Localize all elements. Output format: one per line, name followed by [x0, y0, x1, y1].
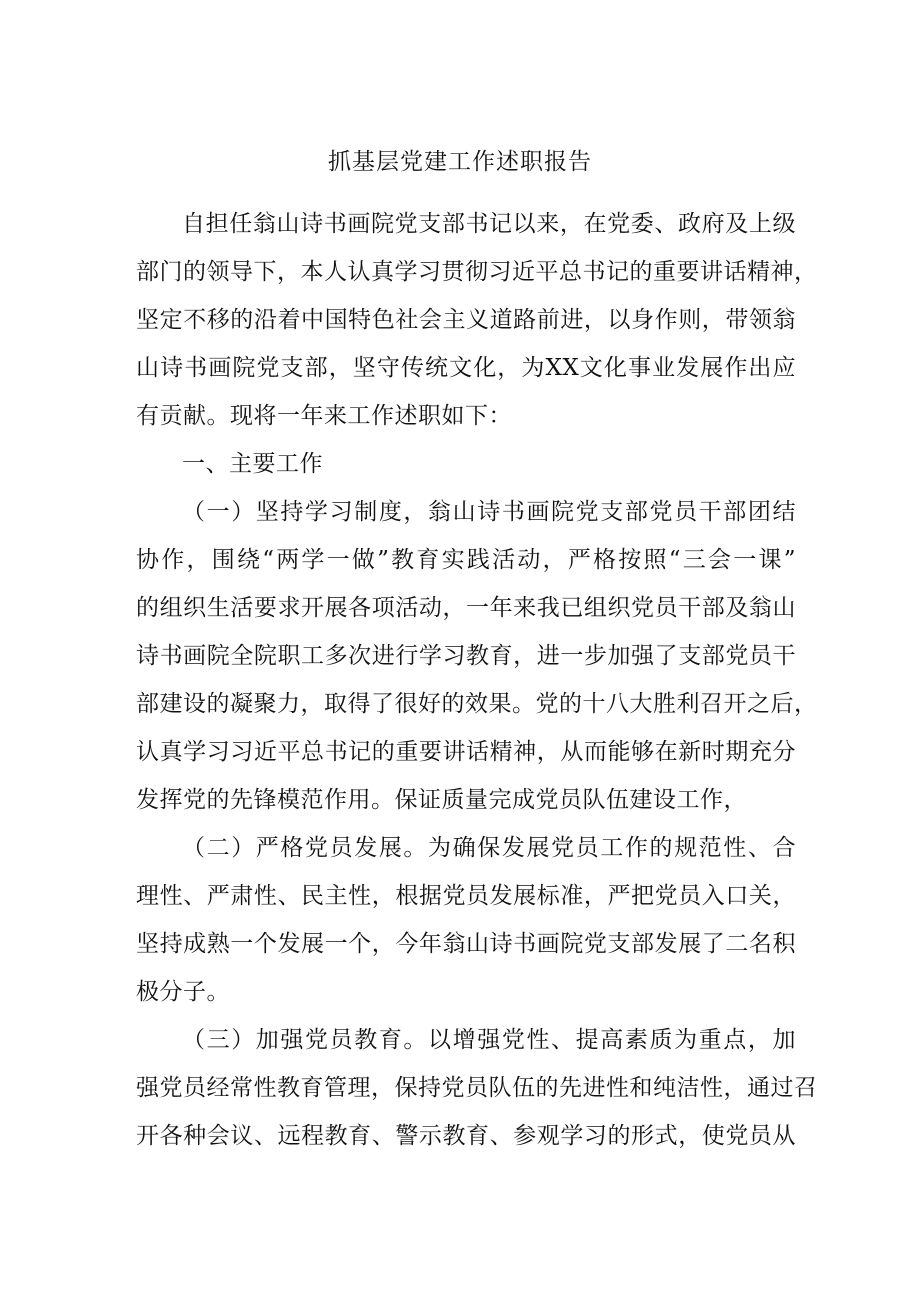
paragraph-line: （二）严格党员发展。为确保发展党员工作的规范性、合 — [182, 835, 796, 861]
paragraph-line: 协作，围绕“两学一做”教育实践活动，严格按照“三会一课” — [136, 547, 796, 573]
section-heading: 一、主要工作 — [182, 451, 323, 477]
paragraph-line: 强党员经常性教育管理，保持党员队伍的先进性和纯洁性，通过召 — [136, 1075, 818, 1101]
paragraph-line: 的组织生活要求开展各项活动，一年来我已组织党员干部及翁山 — [136, 595, 796, 621]
paragraph-line: 有贡献。现将一年来工作述职如下： — [136, 403, 512, 429]
paragraph-line: 自担任翁山诗书画院党支部书记以来，在党委、政府及上级 — [182, 211, 796, 237]
paragraph-line: 理性、严肃性、民主性，根据党员发展标准，严把党员入口关， — [136, 883, 796, 909]
paragraph-line: 开各种会议、远程教育、警示教育、参观学习的形式，使党员从 — [136, 1123, 796, 1149]
document-title: 抓基层党建工作述职报告 — [328, 149, 592, 175]
paragraph-line: 部建设的凝聚力，取得了很好的效果。党的十八大胜利召开之后， — [136, 691, 818, 717]
paragraph-line: 发挥党的先锋模范作用。保证质量完成党员队伍建设工作， — [136, 787, 747, 813]
paragraph-line: 坚持成熟一个发展一个，今年翁山诗书画院党支部发展了二名积 — [136, 931, 796, 957]
paragraph-line: 极分子。 — [136, 979, 230, 1005]
paragraph-line: 山诗书画院党支部，坚守传统文化，为XX文化事业发展作出应 — [136, 355, 796, 381]
paragraph-line: 诗书画院全院职工多次进行学习教育，进一步加强了支部党员干 — [136, 643, 796, 669]
paragraph-line: （三）加强党员教育。以增强党性、提高素质为重点，加 — [182, 1027, 796, 1053]
paragraph-line: 认真学习习近平总书记的重要讲话精神，从而能够在新时期充分 — [136, 739, 796, 765]
paragraph-line: 坚定不移的沿着中国特色社会主义道路前进，以身作则，带领翁 — [136, 307, 796, 333]
paragraph-line: 部门的领导下，本人认真学习贯彻习近平总书记的重要讲话精神， — [136, 259, 818, 285]
paragraph-line: （一）坚持学习制度，翁山诗书画院党支部党员干部团结 — [182, 499, 796, 525]
